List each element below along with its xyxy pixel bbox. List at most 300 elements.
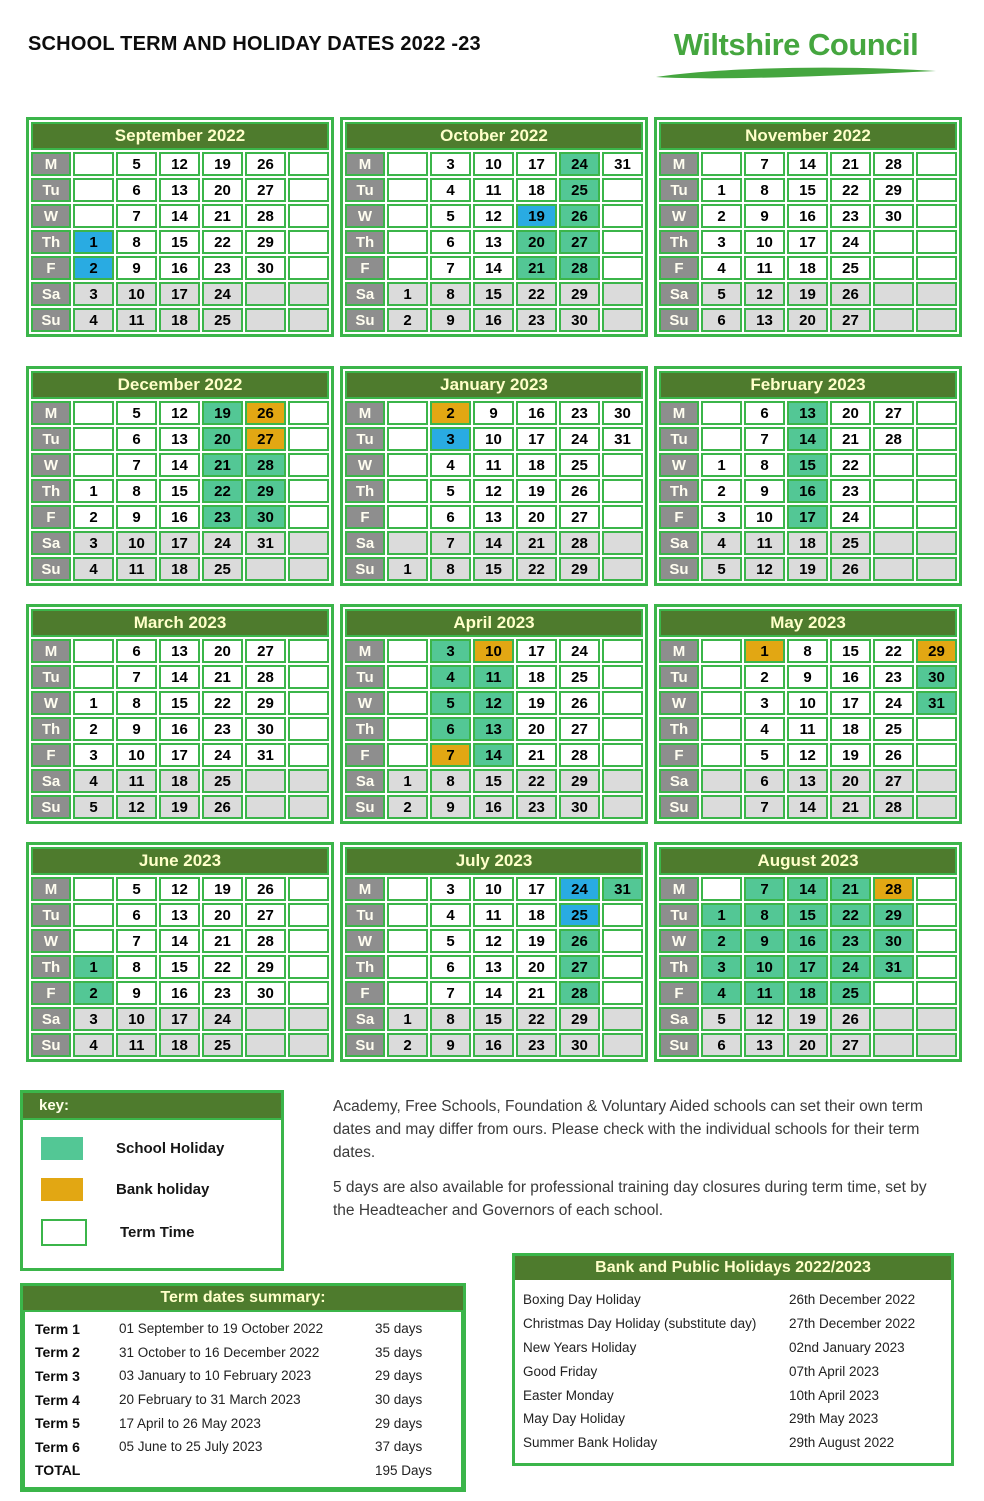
calendar-date-cell: 14 xyxy=(473,531,514,555)
day-label: F xyxy=(345,743,385,767)
holiday-name: Boxing Day Holiday xyxy=(523,1292,641,1308)
legend-item xyxy=(41,1137,281,1160)
calendar-date-cell: 18 xyxy=(787,531,828,555)
holiday-name: Easter Monday xyxy=(523,1387,614,1403)
term-summary-body xyxy=(23,1310,463,1489)
calendar-empty-cell xyxy=(873,479,914,503)
day-label: Su xyxy=(659,795,699,819)
calendar-date-cell: 8 xyxy=(116,479,157,503)
month-title: February 2023 xyxy=(659,371,957,399)
calendar-date-cell: 21 xyxy=(202,204,243,228)
calendar-date-cell: 8 xyxy=(116,691,157,715)
calendar-date-cell: 29 xyxy=(245,691,286,715)
calendar-date-cell: 13 xyxy=(159,178,200,202)
day-label: Sa xyxy=(659,1007,699,1031)
calendar-empty-cell xyxy=(288,204,329,228)
calendar-empty-cell xyxy=(602,308,643,332)
term-days: 35 days xyxy=(375,1344,423,1360)
calendar-date-cell: 10 xyxy=(116,743,157,767)
calendar-date-cell: 29 xyxy=(559,282,600,306)
calendar-date-cell: 12 xyxy=(744,1007,785,1031)
calendar-date-cell: 21 xyxy=(516,256,557,280)
calendar-date-cell: 30 xyxy=(559,795,600,819)
calendar-date-cell: 11 xyxy=(787,717,828,741)
month-calendar-november-2022 xyxy=(654,117,962,337)
calendar-empty-cell xyxy=(873,1007,914,1031)
calendar-empty-cell xyxy=(916,427,957,451)
calendar-empty-cell xyxy=(73,427,114,451)
term-label: Term 1 xyxy=(35,1320,80,1337)
calendar-empty-cell xyxy=(387,955,428,979)
calendar-empty-cell xyxy=(602,453,643,477)
calendar-date-cell: 7 xyxy=(116,204,157,228)
day-label: Th xyxy=(345,230,385,254)
calendar-date-cell: 16 xyxy=(159,981,200,1005)
calendar-date-cell: 12 xyxy=(159,401,200,425)
calendar-date-cell: 11 xyxy=(473,178,514,202)
day-label: Tu xyxy=(31,178,71,202)
calendar-empty-cell xyxy=(916,743,957,767)
calendar-date-cell: 9 xyxy=(430,795,471,819)
calendar-date-cell: 1 xyxy=(701,178,742,202)
calendar-date-cell: 4 xyxy=(73,557,114,581)
term-days: 29 days xyxy=(375,1368,423,1384)
calendar-date-cell: 23 xyxy=(559,401,600,425)
calendar-date-cell: 27 xyxy=(559,955,600,979)
calendar-date-cell: 22 xyxy=(516,282,557,306)
calendar-date-cell: 6 xyxy=(430,717,471,741)
calendar-date-cell: 24 xyxy=(202,1007,243,1031)
calendar-date-cell: 14 xyxy=(473,743,514,767)
calendar-date-cell: 10 xyxy=(473,152,514,176)
calendar-date-cell: 19 xyxy=(202,152,243,176)
calendar-date-cell: 28 xyxy=(559,743,600,767)
calendar-date-cell: 30 xyxy=(916,665,957,689)
day-label: M xyxy=(31,401,71,425)
calendar-empty-cell xyxy=(701,401,742,425)
month-title: March 2023 xyxy=(31,609,329,637)
calendar-date-cell: 27 xyxy=(559,230,600,254)
calendar-date-cell: 25 xyxy=(202,308,243,332)
day-label: F xyxy=(31,505,71,529)
calendar-row-4 xyxy=(26,842,962,1062)
bank-holidays-title: Bank and Public Holidays 2022/2023 xyxy=(515,1256,951,1280)
calendar-empty-cell xyxy=(602,204,643,228)
term-range: 05 June to 25 July 2023 xyxy=(119,1439,263,1455)
calendar-empty-cell xyxy=(916,453,957,477)
calendar-date-cell: 5 xyxy=(430,929,471,953)
month-title: September 2022 xyxy=(31,122,329,150)
calendar-date-cell: 2 xyxy=(73,717,114,741)
calendar-empty-cell xyxy=(387,717,428,741)
calendar-date-cell: 9 xyxy=(744,204,785,228)
day-label: W xyxy=(659,453,699,477)
month-calendar-april-2023 xyxy=(340,604,648,824)
calendar-date-cell: 16 xyxy=(830,665,871,689)
calendar-empty-cell xyxy=(916,479,957,503)
calendar-date-cell: 15 xyxy=(787,178,828,202)
calendar-empty-cell xyxy=(387,204,428,228)
calendar-date-cell: 5 xyxy=(430,691,471,715)
calendar-date-cell: 22 xyxy=(516,557,557,581)
calendar-empty-cell xyxy=(873,230,914,254)
calendar-date-cell: 5 xyxy=(430,479,471,503)
calendar-date-cell: 8 xyxy=(744,453,785,477)
calendar-date-cell: 28 xyxy=(873,877,914,901)
holiday-name: Christmas Day Holiday (substitute day) xyxy=(523,1316,757,1332)
calendar-date-cell: 17 xyxy=(516,152,557,176)
term-summary-rows xyxy=(35,1317,451,1459)
calendar-empty-cell xyxy=(602,505,643,529)
calendar-row-3 xyxy=(26,604,962,824)
calendar-empty-cell xyxy=(602,981,643,1005)
calendar-date-cell: 28 xyxy=(873,152,914,176)
calendar-date-cell: 13 xyxy=(473,230,514,254)
calendar-date-cell: 8 xyxy=(430,769,471,793)
calendar-date-cell: 27 xyxy=(830,308,871,332)
bank-holiday-row xyxy=(523,1336,943,1360)
day-label: W xyxy=(659,204,699,228)
calendar-date-cell: 24 xyxy=(202,743,243,767)
calendar-date-cell: 5 xyxy=(116,877,157,901)
day-label: M xyxy=(659,877,699,901)
day-label: W xyxy=(345,929,385,953)
calendar-date-cell: 19 xyxy=(787,1007,828,1031)
calendar-empty-cell xyxy=(387,665,428,689)
calendar-date-cell: 22 xyxy=(202,691,243,715)
calendar-empty-cell xyxy=(873,453,914,477)
calendar-empty-cell xyxy=(288,152,329,176)
calendar-date-cell: 29 xyxy=(873,903,914,927)
calendar-empty-cell xyxy=(701,877,742,901)
calendar-date-cell: 10 xyxy=(473,427,514,451)
calendar-empty-cell xyxy=(602,929,643,953)
calendar-date-cell: 30 xyxy=(559,1033,600,1057)
calendar-empty-cell xyxy=(916,981,957,1005)
calendar-date-cell: 4 xyxy=(701,256,742,280)
calendar-date-cell: 31 xyxy=(873,955,914,979)
calendar-date-cell: 23 xyxy=(830,204,871,228)
calendar-date-cell: 21 xyxy=(516,531,557,555)
term-label: Term 5 xyxy=(35,1415,80,1432)
day-label: Sa xyxy=(345,282,385,306)
calendar-date-cell: 11 xyxy=(473,453,514,477)
calendar-date-cell: 9 xyxy=(116,505,157,529)
calendar-empty-cell xyxy=(288,256,329,280)
legend-label: Term Time xyxy=(120,1224,195,1241)
day-label: Su xyxy=(659,308,699,332)
calendar-date-cell: 5 xyxy=(73,795,114,819)
month-calendar-march-2023 xyxy=(26,604,334,824)
calendar-date-cell: 10 xyxy=(473,877,514,901)
calendar-date-cell: 18 xyxy=(159,769,200,793)
calendar-date-cell: 15 xyxy=(473,282,514,306)
calendar-empty-cell xyxy=(602,795,643,819)
day-label: Tu xyxy=(345,178,385,202)
calendar-date-cell: 22 xyxy=(830,178,871,202)
calendar-date-cell: 4 xyxy=(73,308,114,332)
calendar-date-cell: 4 xyxy=(73,1033,114,1057)
note-paragraph: 5 days are also available for professional training day closures during term time, set by the Headteacher and Governors of each school. xyxy=(333,1179,927,1220)
calendar-empty-cell xyxy=(916,929,957,953)
calendar-date-cell: 7 xyxy=(744,795,785,819)
calendar-date-cell: 20 xyxy=(202,178,243,202)
page-title: SCHOOL TERM AND HOLIDAY DATES 2022 -23 xyxy=(28,33,481,55)
calendar-date-cell: 27 xyxy=(245,178,286,202)
calendar-date-cell: 14 xyxy=(787,877,828,901)
calendar-empty-cell xyxy=(916,557,957,581)
calendar-date-cell: 5 xyxy=(701,1007,742,1031)
calendar-date-cell: 12 xyxy=(116,795,157,819)
calendar-date-cell: 27 xyxy=(245,639,286,663)
calendar-date-cell: 15 xyxy=(787,453,828,477)
calendar-empty-cell xyxy=(602,639,643,663)
calendar-empty-cell xyxy=(602,665,643,689)
calendar-date-cell: 22 xyxy=(830,453,871,477)
calendar-date-cell: 16 xyxy=(159,505,200,529)
calendar-empty-cell xyxy=(73,903,114,927)
calendar-date-cell: 17 xyxy=(787,505,828,529)
day-label: Tu xyxy=(345,427,385,451)
bank-holidays-rows xyxy=(515,1280,951,1463)
calendar-empty-cell xyxy=(873,1033,914,1057)
calendar-empty-cell xyxy=(73,204,114,228)
calendar-empty-cell xyxy=(602,479,643,503)
calendar-date-cell: 30 xyxy=(873,929,914,953)
calendar-empty-cell xyxy=(602,691,643,715)
day-label: Su xyxy=(345,795,385,819)
day-label: Sa xyxy=(31,769,71,793)
day-label: F xyxy=(345,505,385,529)
calendar-date-cell: 14 xyxy=(787,795,828,819)
calendar-empty-cell xyxy=(245,1007,286,1031)
calendar-empty-cell xyxy=(245,769,286,793)
calendar-date-cell: 29 xyxy=(559,557,600,581)
calendar-date-cell: 24 xyxy=(202,282,243,306)
calendar-empty-cell xyxy=(873,531,914,555)
day-label: Th xyxy=(31,230,71,254)
calendar-date-cell: 17 xyxy=(159,1007,200,1031)
month-calendar-january-2023 xyxy=(340,366,648,586)
calendar-date-cell: 31 xyxy=(602,152,643,176)
calendar-empty-cell xyxy=(288,557,329,581)
calendar-empty-cell xyxy=(245,557,286,581)
calendar-empty-cell xyxy=(73,401,114,425)
calendar-date-cell: 4 xyxy=(430,903,471,927)
calendar-empty-cell xyxy=(701,665,742,689)
calendar-empty-cell xyxy=(288,955,329,979)
day-label: Tu xyxy=(345,665,385,689)
calendar-empty-cell xyxy=(387,743,428,767)
calendar-date-cell: 26 xyxy=(245,152,286,176)
calendar-date-cell: 12 xyxy=(159,877,200,901)
calendar-empty-cell xyxy=(602,282,643,306)
calendar-date-cell: 18 xyxy=(516,453,557,477)
day-label: Th xyxy=(659,479,699,503)
term-label: Term 4 xyxy=(35,1391,80,1408)
calendar-empty-cell xyxy=(387,691,428,715)
day-label: F xyxy=(659,743,699,767)
calendar-date-cell: 14 xyxy=(159,453,200,477)
calendar-date-cell: 18 xyxy=(787,981,828,1005)
calendar-date-cell: 30 xyxy=(245,981,286,1005)
month-calendar-february-2023 xyxy=(654,366,962,586)
calendar-empty-cell xyxy=(916,717,957,741)
calendar-date-cell: 17 xyxy=(830,691,871,715)
calendar-date-cell: 8 xyxy=(430,282,471,306)
legend-item xyxy=(41,1178,281,1201)
calendar-empty-cell xyxy=(288,479,329,503)
calendar-date-cell: 12 xyxy=(744,557,785,581)
calendar-date-cell: 21 xyxy=(202,665,243,689)
calendar-date-cell: 2 xyxy=(387,795,428,819)
calendar-date-cell: 19 xyxy=(830,743,871,767)
calendar-empty-cell xyxy=(873,557,914,581)
calendar-date-cell: 11 xyxy=(116,308,157,332)
calendar-date-cell: 6 xyxy=(701,1033,742,1057)
calendar-date-cell: 16 xyxy=(159,256,200,280)
calendar-date-cell: 23 xyxy=(202,505,243,529)
calendar-date-cell: 20 xyxy=(516,955,557,979)
calendar-date-cell: 13 xyxy=(473,955,514,979)
day-label: Sa xyxy=(31,531,71,555)
calendar-date-cell: 15 xyxy=(159,955,200,979)
calendar-date-cell: 13 xyxy=(787,769,828,793)
calendar-date-cell: 25 xyxy=(202,557,243,581)
day-label: Su xyxy=(345,308,385,332)
calendar-date-cell: 28 xyxy=(873,427,914,451)
bank-holiday-row xyxy=(523,1383,943,1407)
calendar-date-cell: 20 xyxy=(787,1033,828,1057)
calendar-date-cell: 9 xyxy=(430,308,471,332)
calendar-date-cell: 12 xyxy=(159,152,200,176)
calendar-date-cell: 19 xyxy=(787,557,828,581)
calendar-date-cell: 28 xyxy=(245,929,286,953)
calendar-date-cell: 17 xyxy=(159,282,200,306)
calendar-empty-cell xyxy=(602,1033,643,1057)
calendar-date-cell: 24 xyxy=(873,691,914,715)
day-label: M xyxy=(31,877,71,901)
calendar-date-cell: 20 xyxy=(830,769,871,793)
term-label: Term 6 xyxy=(35,1438,80,1455)
calendar-empty-cell xyxy=(288,639,329,663)
calendar-empty-cell xyxy=(245,1033,286,1057)
calendar-date-cell: 26 xyxy=(559,691,600,715)
calendar-date-cell: 8 xyxy=(430,1007,471,1031)
calendar-date-cell: 8 xyxy=(744,178,785,202)
calendar-date-cell: 1 xyxy=(73,955,114,979)
calendar-date-cell: 19 xyxy=(202,877,243,901)
calendar-date-cell: 26 xyxy=(559,479,600,503)
calendar-date-cell: 6 xyxy=(116,903,157,927)
holiday-date: 07th April 2023 xyxy=(789,1363,880,1379)
calendar-empty-cell xyxy=(387,256,428,280)
calendar-date-cell: 17 xyxy=(787,230,828,254)
calendar-empty-cell xyxy=(602,256,643,280)
calendar-date-cell: 30 xyxy=(245,505,286,529)
day-label: Su xyxy=(659,557,699,581)
calendar-date-cell: 18 xyxy=(830,717,871,741)
day-label: M xyxy=(659,401,699,425)
calendar-date-cell: 14 xyxy=(159,204,200,228)
term-days: 35 days xyxy=(375,1321,423,1337)
calendar-date-cell: 16 xyxy=(787,479,828,503)
total-days: 195 Days xyxy=(375,1462,433,1478)
calendar-date-cell: 1 xyxy=(387,769,428,793)
calendar-date-cell: 1 xyxy=(73,691,114,715)
calendar-empty-cell xyxy=(288,427,329,451)
calendar-date-cell: 18 xyxy=(159,557,200,581)
calendar-date-cell: 31 xyxy=(602,427,643,451)
term-row xyxy=(35,1388,451,1412)
calendar-date-cell: 18 xyxy=(516,903,557,927)
calendar-empty-cell xyxy=(701,639,742,663)
calendar-date-cell: 13 xyxy=(473,505,514,529)
calendar-date-cell: 26 xyxy=(202,795,243,819)
calendar-date-cell: 17 xyxy=(787,955,828,979)
calendar-date-cell: 16 xyxy=(159,717,200,741)
calendar-empty-cell xyxy=(602,743,643,767)
month-title: August 2023 xyxy=(659,847,957,875)
calendar-date-cell: 20 xyxy=(516,505,557,529)
month-title: October 2022 xyxy=(345,122,643,150)
calendar-date-cell: 21 xyxy=(830,152,871,176)
day-label: Tu xyxy=(31,427,71,451)
calendar-empty-cell xyxy=(916,903,957,927)
calendar-date-cell: 19 xyxy=(516,691,557,715)
calendar-date-cell: 2 xyxy=(430,401,471,425)
calendar-date-cell: 23 xyxy=(516,1033,557,1057)
calendar-empty-cell xyxy=(288,903,329,927)
day-label: W xyxy=(31,691,71,715)
day-label: Th xyxy=(31,479,71,503)
calendar-empty-cell xyxy=(701,691,742,715)
calendar-empty-cell xyxy=(387,903,428,927)
calendar-date-cell: 29 xyxy=(873,178,914,202)
calendar-date-cell: 3 xyxy=(430,639,471,663)
calendar-date-cell: 11 xyxy=(744,531,785,555)
calendar-date-cell: 7 xyxy=(430,256,471,280)
calendar-date-cell: 4 xyxy=(430,178,471,202)
calendar-date-cell: 10 xyxy=(744,955,785,979)
calendar-date-cell: 28 xyxy=(559,531,600,555)
bank-holiday-row xyxy=(523,1288,943,1312)
day-label: Su xyxy=(31,795,71,819)
calendar-empty-cell xyxy=(288,1007,329,1031)
calendar-date-cell: 26 xyxy=(559,929,600,953)
day-label: M xyxy=(345,401,385,425)
calendar-date-cell: 21 xyxy=(830,795,871,819)
calendar-empty-cell xyxy=(916,230,957,254)
council-logo-text: Wiltshire Council xyxy=(673,27,919,62)
day-label: Sa xyxy=(345,531,385,555)
calendar-date-cell: 15 xyxy=(159,230,200,254)
calendar-empty-cell xyxy=(387,877,428,901)
calendar-date-cell: 2 xyxy=(701,204,742,228)
calendar-empty-cell xyxy=(288,769,329,793)
calendar-date-cell: 26 xyxy=(830,557,871,581)
calendar-date-cell: 17 xyxy=(159,531,200,555)
calendar-date-cell: 26 xyxy=(830,1007,871,1031)
calendar-empty-cell xyxy=(288,691,329,715)
calendar-date-cell: 28 xyxy=(245,665,286,689)
day-label: Su xyxy=(31,1033,71,1057)
calendar-empty-cell xyxy=(73,877,114,901)
calendar-date-cell: 16 xyxy=(787,929,828,953)
calendar-empty-cell xyxy=(916,152,957,176)
calendar-empty-cell xyxy=(73,665,114,689)
day-label: W xyxy=(31,453,71,477)
